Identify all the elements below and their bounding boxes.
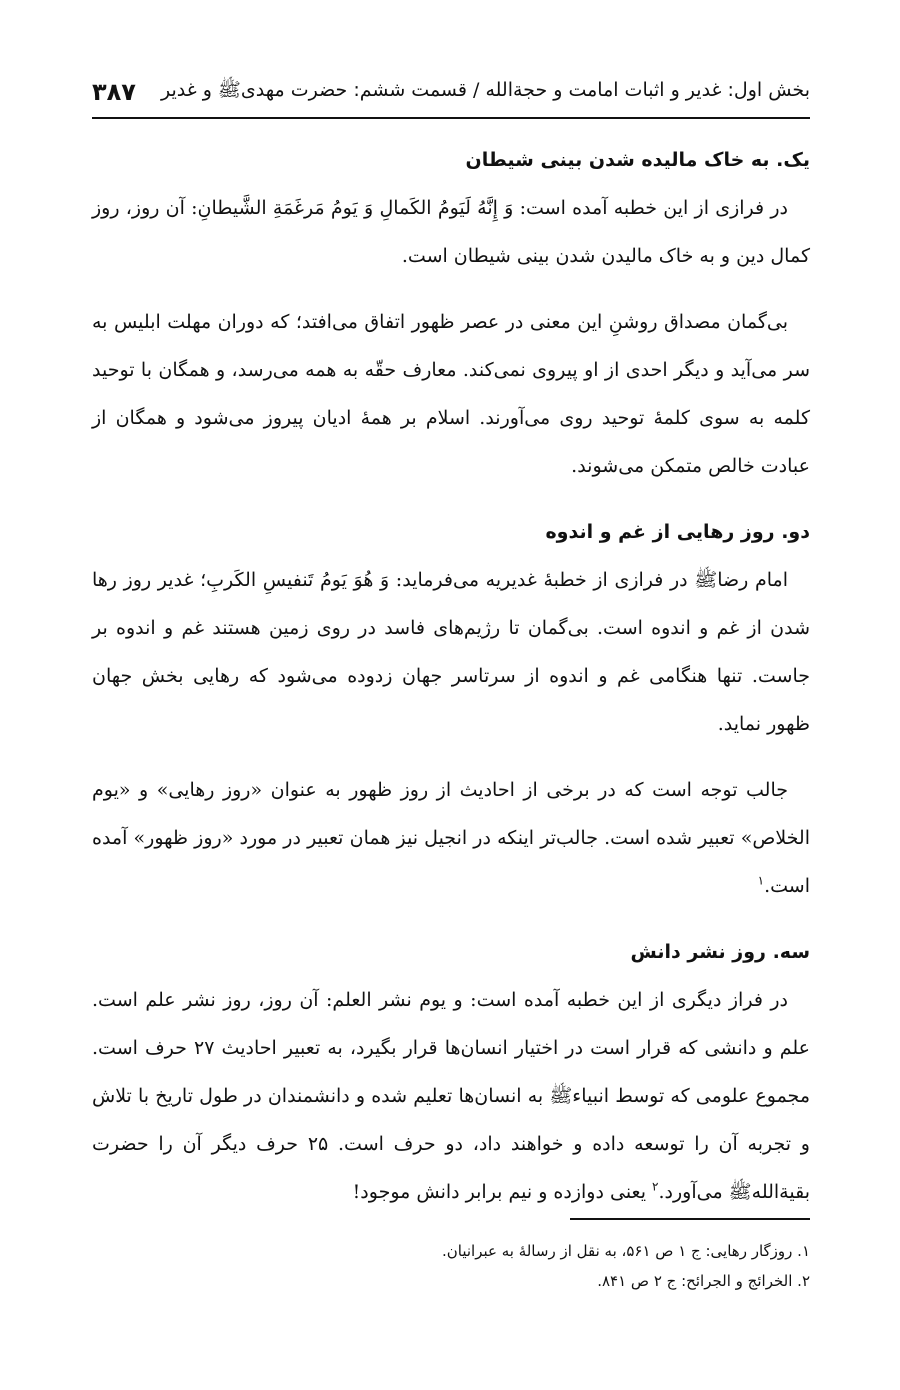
page-number: ۳۸۷	[92, 78, 136, 106]
paragraph-text: جالب توجه است که در برخی از احادیث از روز ظهور به عنوان «روز رهایی» و «یوم الخلاص» تعبیر شده است. جالب‌تر اینکه در انجیل نیز همان تعبیر در مورد «روز ظهور» آمده است.	[92, 779, 810, 897]
paragraph-tail: یعنی دوازده و نیم برابر دانش موجود!	[352, 1181, 653, 1203]
header-title: بخش اول: غدیر و اثبات امامت و حجةالله / قسمت ششم: حضرت مهدی‌ﷺ و غدیر	[161, 79, 810, 101]
footnotes	[92, 1236, 810, 1296]
footnote-rule	[570, 1218, 810, 1220]
section-one	[92, 140, 810, 280]
body-text	[92, 140, 810, 1216]
section-three	[92, 932, 810, 1216]
footnote-ref[interactable]: ۱	[757, 873, 765, 888]
paragraph: امام رضاﷺ در فرازی از خطبهٔ غدیریه می‌فرماید: وَ هُوَ يَومُ تَنفيسِ الکَربِ؛ غدیر روز رها شدن از غم و اندوه است. بی‌گمان تا رژیم‌های فاسد در روی زمین هستند غم و اندوه بر جاست. تنها هنگامی غم و اندوه از سرتاسر جهان زدوده می‌شود که رهایی بخش جهان ظهور نماید.	[92, 569, 810, 735]
paragraph-text: در فراز دیگری از این خطبه آمده است: و یوم نشر العلم: آن روز، روز نشر علم است. علم و دانشی که قرار است در اختیار انسان‌ها قرار بگیرد، به تعبیر احادیث ۲۷ حرف است. مجموع علومی که توسط انبیاءﷺ به انسان‌ها تعلیم شده و دانشمندان در طول تاریخ با تلاش و تجربه آن را توسعه داده و خواهند داد، دو حرف است. ۲۵ حرف دیگر آن را حضرت بقیةاللهﷺ می‌آورد.	[92, 989, 810, 1203]
paragraph: بی‌گمان مصداق روشنِ این معنی در عصر ظهور اتفاق می‌افتد؛ که دوران مهلت ابلیس به سر می‌آید و دیگر احدی از او پیروی نمی‌کند. معارف حقّه به همه می‌رسد، و همگان با توحید کلمه به سوی کلمهٔ توحید روی می‌آورند. اسلام بر همهٔ ادیان پیروز می‌شود و همگان از عبادت خالص متمکن می‌شوند.	[92, 311, 810, 477]
footnote: ۱. روزگار رهایی: ج ۱ ص ۵۶۱، به نقل از رسالهٔ به عبرانیان.	[441, 1242, 810, 1260]
paragraph: در فرازی از این خطبه آمده است: وَ إِنَّهُ لَيَومُ الکَمالِ وَ يَومُ مَرغَمَةِ الشَّيطانِ: آن روز، روز کمال دین و به خاک مالیدن شدن بینی شیطان است.	[92, 197, 810, 267]
paragraph	[92, 976, 810, 1216]
section-one-continued	[92, 298, 810, 490]
section-two	[92, 512, 810, 910]
footnote: ۲. الخرائج و الجرائح: ج ۲ ص ۸۴۱.	[597, 1272, 810, 1290]
section-heading: سه. روز نشر دانش	[630, 941, 810, 963]
section-heading: یک. به خاک مالیده شدن بینی شیطان	[465, 149, 810, 171]
paragraph	[92, 766, 810, 910]
header-rule	[92, 117, 810, 119]
running-header	[92, 72, 810, 112]
section-heading: دو. روز رهایی از غم و اندوه	[545, 521, 810, 543]
footnote-ref[interactable]: ۲	[652, 1179, 659, 1194]
